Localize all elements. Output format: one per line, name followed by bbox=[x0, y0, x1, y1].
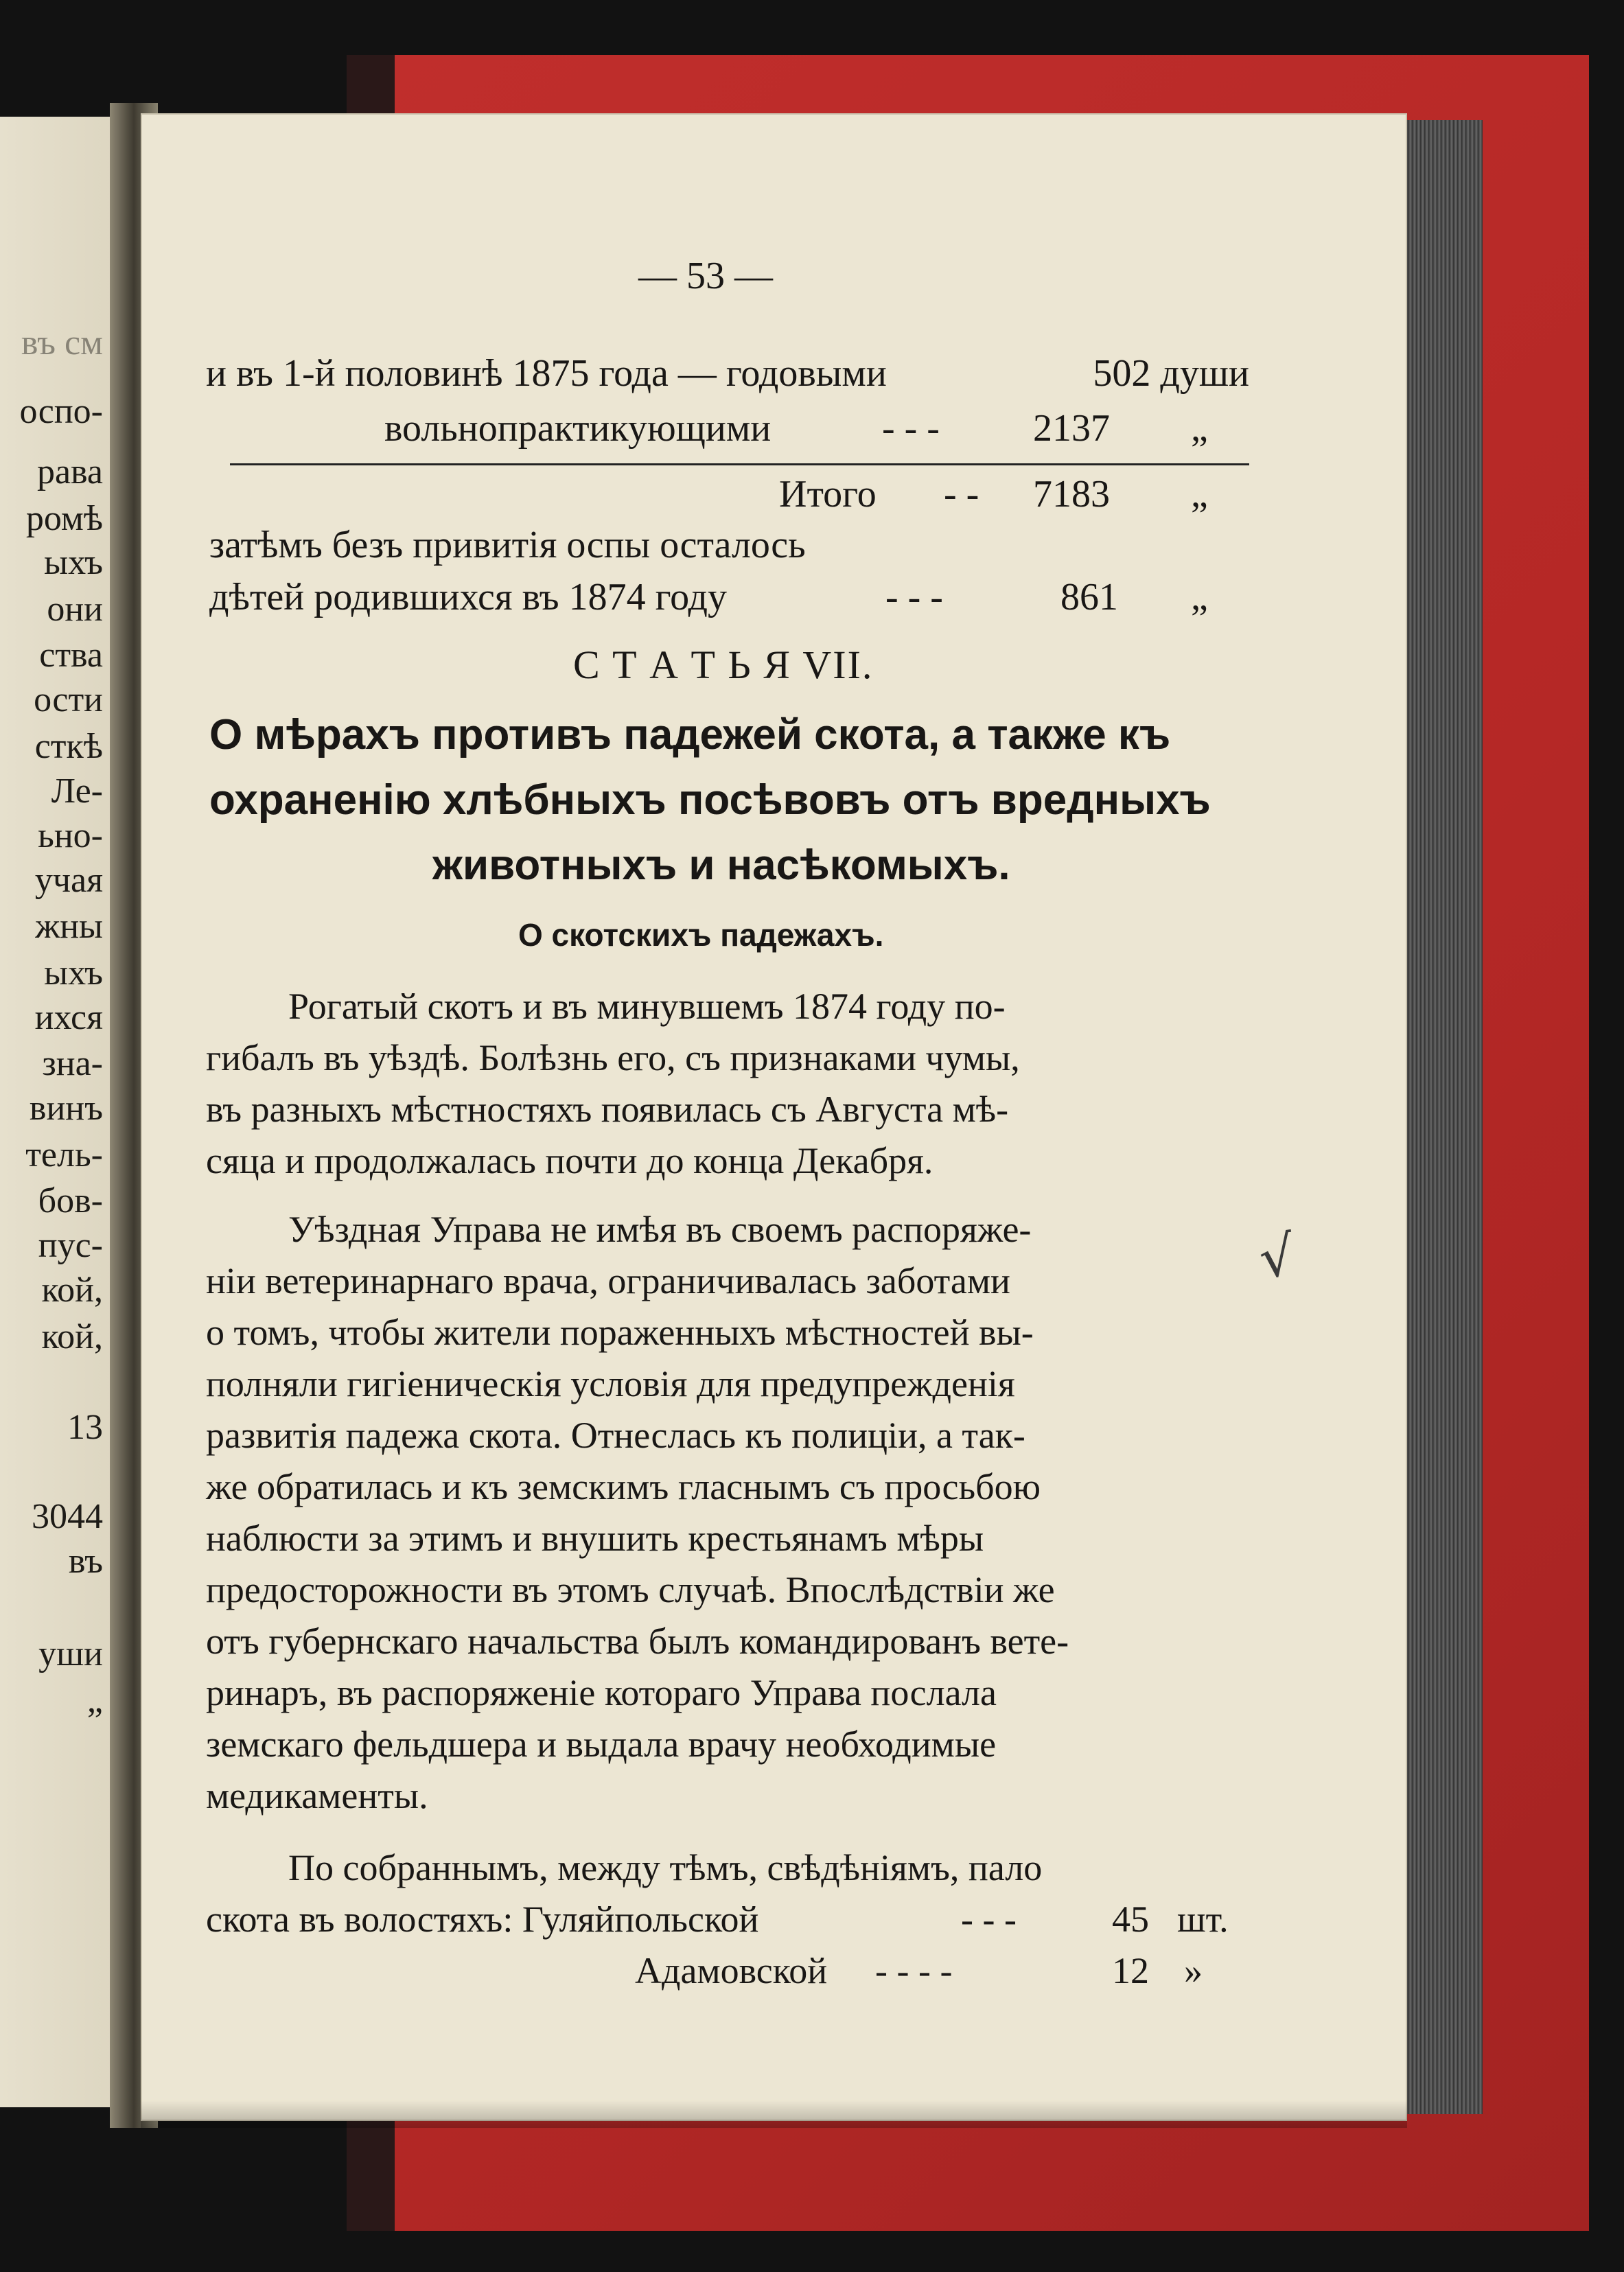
loss-line-2-value: 12 bbox=[1112, 1950, 1149, 1991]
checkmark-icon: √ bbox=[1255, 1222, 1299, 1292]
loss-line-2-unit: » bbox=[1184, 1950, 1203, 1991]
left-page-fragment: бов- bbox=[38, 1181, 103, 1220]
total-unit: „ bbox=[1191, 473, 1208, 515]
vaccination-line-1-value: 502 bbox=[1093, 352, 1151, 395]
births-line-value: 861 bbox=[1060, 576, 1118, 618]
left-page-fragment: „ bbox=[86, 1681, 103, 1720]
left-page-fragment: рава bbox=[36, 452, 103, 491]
paragraph-1-line: сяца и продолжалась почти до конца Декабря. bbox=[206, 1140, 933, 1181]
paragraph-2-line: же обратилась и къ земскимъ гласнымъ съ просьбою bbox=[206, 1466, 1041, 1507]
left-page-fragment: въ bbox=[68, 1542, 103, 1581]
unvaccinated-line: затѣмъ безъ привитія оспы осталось bbox=[209, 524, 806, 566]
left-page-fragment: ства bbox=[39, 636, 103, 675]
left-page-fragment: они bbox=[47, 590, 103, 629]
left-page-fragment: уши bbox=[38, 1634, 103, 1673]
vaccination-line-1 bbox=[206, 351, 1249, 395]
paragraph-2-line: о томъ, чтобы жители пораженныхъ мѣстностей вы- bbox=[206, 1312, 1034, 1353]
births-line-text: дѣтей родившихся въ 1874 году bbox=[209, 576, 728, 618]
article-title-line-2: охраненію хлѣбныхъ посѣвовъ отъ вредныхъ bbox=[209, 776, 1211, 824]
paragraph-2-line: ніи ветеринарнаго врача, ограничивалась заботами bbox=[206, 1260, 1010, 1301]
page-edges bbox=[1400, 120, 1483, 2114]
total-value: 7183 bbox=[1033, 473, 1110, 515]
paragraph-2-line: развитія падежа скота. Отнеслась къ полиціи, а так- bbox=[206, 1415, 1025, 1456]
loss-line-1-value: 45 bbox=[1112, 1899, 1149, 1940]
left-page-fragment: ости bbox=[34, 680, 103, 719]
vaccination-line-2-unit: „ bbox=[1191, 407, 1208, 450]
vaccination-line-2-text: вольнопрактикующими bbox=[384, 407, 772, 450]
paragraph-3-line-1: По собраннымъ, между тѣмъ, свѣдѣніямъ, пало bbox=[288, 1847, 1043, 1888]
left-page-fragment: пус- bbox=[38, 1226, 103, 1265]
paragraph-2-line: наблюсти за этимъ и внушить крестьянамъ мѣры bbox=[206, 1518, 984, 1559]
left-page-fragment: Ле- bbox=[51, 772, 103, 811]
vaccination-line-1-text: и въ 1-й половинѣ 1875 года — годовыми bbox=[206, 352, 887, 395]
total-label: Итого bbox=[779, 473, 877, 515]
paragraph-1-line: гибалъ въ уѣздѣ. Болѣзнь его, съ признаками чумы, bbox=[206, 1037, 1020, 1078]
loss-line-1-unit: шт. bbox=[1177, 1899, 1229, 1940]
article-title-line-3: животныхъ и насѣкомыхъ. bbox=[432, 842, 1010, 889]
article-title-line-1: О мѣрахъ противъ падежей скота, а также къ bbox=[209, 711, 1171, 758]
paragraph-1-line: въ разныхъ мѣстностяхъ появилась съ Августа мѣ- bbox=[206, 1089, 1009, 1130]
vaccination-line-2-dashes: - - - bbox=[882, 407, 940, 450]
births-line-unit: „ bbox=[1191, 576, 1208, 618]
loss-line-2-dashes: - - - - bbox=[875, 1950, 953, 1991]
left-page-fragment: жны bbox=[35, 907, 103, 946]
paragraph-2-line: полняли гигіеническія условія для предупрежденія bbox=[206, 1363, 1015, 1404]
paragraph-2-line: медикаменты. bbox=[206, 1775, 428, 1816]
left-page-fragment: зна- bbox=[42, 1044, 103, 1083]
total-dashes: - - bbox=[944, 473, 979, 515]
left-page-fragment: ыхъ bbox=[44, 543, 103, 582]
left-page-fragment: сткѣ bbox=[34, 727, 103, 766]
left-page-fragment: 13 bbox=[67, 1408, 103, 1447]
left-page-fragment: оспо- bbox=[19, 392, 103, 431]
paragraph-2-line: Уѣздная Управа не имѣя въ своемъ распоряже- bbox=[288, 1209, 1032, 1250]
left-page-fragment: учая bbox=[34, 861, 103, 900]
article-label: С Т А Т Ь Я VII. bbox=[573, 642, 874, 687]
loss-line-2-text: Адамовской bbox=[635, 1950, 828, 1991]
paragraph-2-line: земскаго фельдшера и выдала врачу необходимые bbox=[206, 1724, 997, 1765]
loss-line-1-text: скота въ волостяхъ: Гуляйпольской bbox=[206, 1899, 759, 1940]
left-page-fragment: тель- bbox=[25, 1135, 103, 1174]
left-page-fragment: кой, bbox=[41, 1317, 103, 1356]
vaccination-line-1-unit: души bbox=[1160, 352, 1249, 395]
page-number: — 53 — bbox=[638, 255, 773, 297]
page-bottom-shade bbox=[141, 2100, 1407, 2128]
paragraph-1-line: Рогатый скотъ и въ минувшемъ 1874 году по- bbox=[288, 986, 1006, 1027]
paragraph-2-line: ринаръ, въ распоряженіе котораго Управа послала bbox=[206, 1672, 997, 1713]
paragraph-2-line: предосторожности въ этомъ случаѣ. Впослѣдствіи же bbox=[206, 1569, 1055, 1610]
left-page-fragment: ыхъ bbox=[44, 953, 103, 993]
paragraph-2-line: отъ губернскаго начальства былъ командированъ вете- bbox=[206, 1621, 1069, 1662]
vaccination-line-2-value: 2137 bbox=[1033, 407, 1110, 450]
left-page-fragment: ихся bbox=[34, 998, 103, 1037]
section-subtitle: О скотскихъ падежахъ. bbox=[518, 917, 884, 953]
left-page-fragment: въ см bbox=[21, 323, 103, 362]
left-page-fragment: кой, bbox=[41, 1271, 103, 1310]
total-rule bbox=[230, 463, 1249, 465]
loss-line-1-dashes: - - - bbox=[961, 1899, 1017, 1940]
left-page-fragment: ромѣ bbox=[25, 499, 103, 538]
left-page-fragment: ьно- bbox=[38, 816, 103, 855]
left-page-fragment: 3044 bbox=[32, 1497, 103, 1536]
left-page-fragment: винъ bbox=[29, 1089, 103, 1128]
births-line-dashes: - - - bbox=[885, 576, 943, 618]
